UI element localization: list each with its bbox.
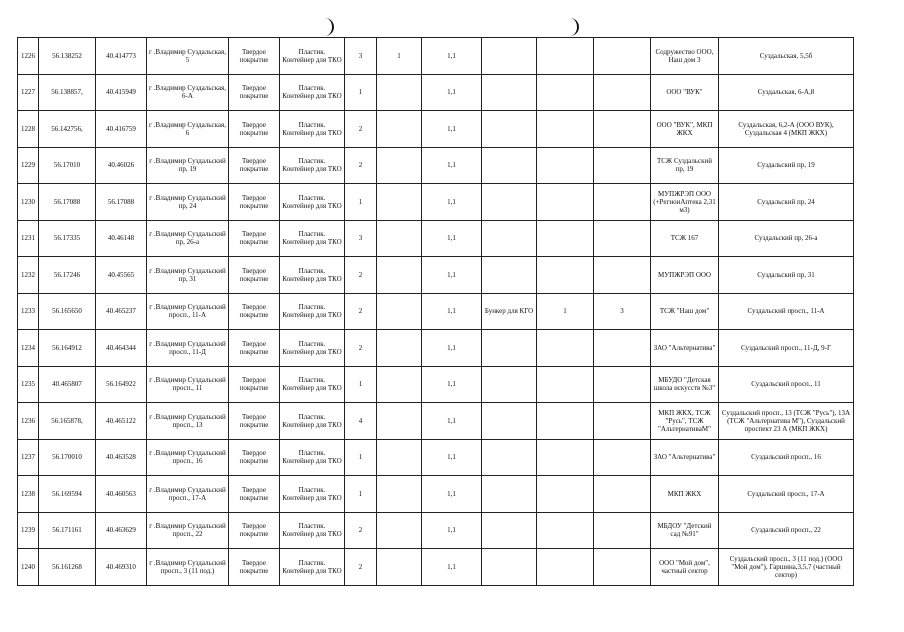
cell-waste-sources: Суздальский просп., 13 (ТСЖ "Русь"), 13А (ТСЖ "Альтернатива М"), Суздальский проспект 23 А (МКП ЖКХ) xyxy=(719,403,854,440)
cell-container-count: 3 xyxy=(345,220,377,257)
cell-latitude: 56.165878, xyxy=(39,403,96,440)
cell-longitude: 40.465122 xyxy=(96,403,147,440)
cell-container-volume: 1,1 xyxy=(422,220,482,257)
cell-extra-container-type xyxy=(482,74,537,111)
cell-extra-container-type xyxy=(482,38,537,75)
cell-container-type: Пластик. Контейнер для ТКО xyxy=(280,293,345,330)
cell-extra-container-volume xyxy=(594,330,651,367)
cell-container-volume: 1,1 xyxy=(422,439,482,476)
cell-container-type: Пластик. Контейнер для ТКО xyxy=(280,476,345,513)
table-row xyxy=(18,476,854,513)
cell-site-owner: ТСЖ 167 xyxy=(651,220,719,257)
cell-surface-type: Твердое покрытие xyxy=(229,512,280,549)
cell-row-number: 1236 xyxy=(18,403,39,440)
cell-address: г .Владимир Суздальский просп., 11 xyxy=(147,366,229,403)
cell-address: г .Владимир Суздальская, 6 xyxy=(147,111,229,148)
table-row xyxy=(18,38,854,75)
cell-latitude: 56.164912 xyxy=(39,330,96,367)
cell-extra-container-volume xyxy=(594,549,651,586)
cell-surface-type: Твердое покрытие xyxy=(229,439,280,476)
cell-longitude: 40.463629 xyxy=(96,512,147,549)
waste-sites-register-table xyxy=(17,37,854,586)
cell-extra-container-count xyxy=(537,111,594,148)
cell-extra-container-type xyxy=(482,257,537,294)
binder-hole-mark-right xyxy=(567,18,579,36)
cell-container-volume: 1,1 xyxy=(422,293,482,330)
cell-planned-count xyxy=(377,74,422,111)
cell-row-number: 1232 xyxy=(18,257,39,294)
cell-row-number: 1238 xyxy=(18,476,39,513)
cell-surface-type: Твердое покрытие xyxy=(229,293,280,330)
cell-extra-container-volume xyxy=(594,476,651,513)
cell-waste-sources: Суздальский пр, 31 xyxy=(719,257,854,294)
cell-container-type: Пластик. Контейнер для ТКО xyxy=(280,512,345,549)
cell-longitude: 40.46026 xyxy=(96,147,147,184)
cell-extra-container-count xyxy=(537,403,594,440)
cell-extra-container-volume xyxy=(594,184,651,221)
cell-planned-count xyxy=(377,293,422,330)
cell-row-number: 1229 xyxy=(18,147,39,184)
cell-container-volume: 1,1 xyxy=(422,403,482,440)
cell-latitude: 56.17088 xyxy=(39,184,96,221)
cell-extra-container-type xyxy=(482,330,537,367)
cell-extra-container-type xyxy=(482,403,537,440)
cell-container-count: 1 xyxy=(345,184,377,221)
cell-planned-count xyxy=(377,220,422,257)
cell-waste-sources: Суздальская, 6,2-А (ООО ВУК), Суздальская 4 (МКП ЖКХ) xyxy=(719,111,854,148)
cell-extra-container-volume xyxy=(594,38,651,75)
table-row xyxy=(18,293,854,330)
table-row xyxy=(18,220,854,257)
cell-row-number: 1227 xyxy=(18,74,39,111)
cell-container-count: 3 xyxy=(345,38,377,75)
cell-planned-count xyxy=(377,439,422,476)
cell-extra-container-type xyxy=(482,549,537,586)
cell-site-owner: ООО "Мой дом", частный сектор xyxy=(651,549,719,586)
cell-extra-container-volume xyxy=(594,366,651,403)
cell-surface-type: Твердое покрытие xyxy=(229,220,280,257)
cell-extra-container-count xyxy=(537,330,594,367)
cell-site-owner: МУПЖРЭП ООО (+РегионАптека 2,31 м3) xyxy=(651,184,719,221)
cell-row-number: 1240 xyxy=(18,549,39,586)
cell-row-number: 1234 xyxy=(18,330,39,367)
table-row xyxy=(18,147,854,184)
cell-container-count: 2 xyxy=(345,512,377,549)
cell-site-owner: МУПЖРЭП ООО xyxy=(651,257,719,294)
cell-container-type: Пластик. Контейнер для ТКО xyxy=(280,403,345,440)
cell-waste-sources: Суздальский просп., 22 xyxy=(719,512,854,549)
cell-longitude: 40.465237 xyxy=(96,293,147,330)
cell-extra-container-type xyxy=(482,476,537,513)
cell-planned-count xyxy=(377,476,422,513)
cell-address: г .Владимир Суздальская, 6-А xyxy=(147,74,229,111)
cell-latitude: 40.465807 xyxy=(39,366,96,403)
cell-row-number: 1226 xyxy=(18,38,39,75)
cell-row-number: 1237 xyxy=(18,439,39,476)
cell-container-type: Пластик. Контейнер для ТКО xyxy=(280,220,345,257)
cell-container-type: Пластик. Контейнер для ТКО xyxy=(280,257,345,294)
cell-latitude: 56.142756, xyxy=(39,111,96,148)
cell-container-type: Пластик. Контейнер для ТКО xyxy=(280,549,345,586)
cell-extra-container-count xyxy=(537,220,594,257)
cell-planned-count xyxy=(377,111,422,148)
cell-site-owner: МБУДО "Детская школа искусств №3" xyxy=(651,366,719,403)
cell-address: г .Владимир Суздальский пр, 19 xyxy=(147,147,229,184)
cell-latitude: 56.165650 xyxy=(39,293,96,330)
cell-site-owner: Содружество ООО, Наш дом 3 xyxy=(651,38,719,75)
cell-waste-sources: Суздальский пр, 19 xyxy=(719,147,854,184)
cell-address: г .Владимир Суздальский просп., 3 (11 под.) xyxy=(147,549,229,586)
cell-row-number: 1230 xyxy=(18,184,39,221)
table-row xyxy=(18,74,854,111)
table-row xyxy=(18,403,854,440)
cell-extra-container-volume xyxy=(594,512,651,549)
cell-container-count: 4 xyxy=(345,403,377,440)
cell-longitude: 40.416759 xyxy=(96,111,147,148)
cell-extra-container-type xyxy=(482,220,537,257)
cell-address: г .Владимир Суздальский пр, 31 xyxy=(147,257,229,294)
cell-container-volume: 1,1 xyxy=(422,366,482,403)
cell-row-number: 1235 xyxy=(18,366,39,403)
cell-extra-container-volume xyxy=(594,439,651,476)
cell-container-volume: 1,1 xyxy=(422,38,482,75)
cell-container-volume: 1,1 xyxy=(422,330,482,367)
cell-extra-container-type xyxy=(482,184,537,221)
cell-container-volume: 1,1 xyxy=(422,512,482,549)
cell-site-owner: ООО "ВУК" xyxy=(651,74,719,111)
table-row xyxy=(18,257,854,294)
cell-address: г .Владимир Суздальский просп., 11-А xyxy=(147,293,229,330)
cell-container-volume: 1,1 xyxy=(422,74,482,111)
table-row xyxy=(18,549,854,586)
cell-waste-sources: Суздальский пр, 26-а xyxy=(719,220,854,257)
cell-surface-type: Твердое покрытие xyxy=(229,366,280,403)
table-row xyxy=(18,439,854,476)
cell-extra-container-volume xyxy=(594,403,651,440)
cell-surface-type: Твердое покрытие xyxy=(229,147,280,184)
cell-latitude: 56.171161 xyxy=(39,512,96,549)
cell-planned-count xyxy=(377,184,422,221)
binder-hole-mark-left xyxy=(322,18,334,36)
cell-extra-container-count: 1 xyxy=(537,293,594,330)
cell-extra-container-type xyxy=(482,439,537,476)
table-row xyxy=(18,366,854,403)
cell-extra-container-volume xyxy=(594,257,651,294)
cell-container-count: 1 xyxy=(345,366,377,403)
cell-latitude: 56.17246 xyxy=(39,257,96,294)
cell-planned-count xyxy=(377,366,422,403)
cell-address: г .Владимир Суздальский пр, 24 xyxy=(147,184,229,221)
cell-longitude: 40.469310 xyxy=(96,549,147,586)
cell-row-number: 1228 xyxy=(18,111,39,148)
cell-address: г .Владимир Суздальский пр, 26-а xyxy=(147,220,229,257)
table-row xyxy=(18,184,854,221)
cell-container-type: Пластик. Контейнер для ТКО xyxy=(280,366,345,403)
table-row xyxy=(18,111,854,148)
cell-extra-container-type xyxy=(482,366,537,403)
cell-address: г .Владимир Суздальский просп., 17-А xyxy=(147,476,229,513)
cell-extra-container-count xyxy=(537,257,594,294)
cell-address: г .Владимир Суздальский просп., 22 xyxy=(147,512,229,549)
cell-extra-container-volume xyxy=(594,220,651,257)
cell-container-type: Пластик. Контейнер для ТКО xyxy=(280,111,345,148)
cell-latitude: 56.17335 xyxy=(39,220,96,257)
cell-address: г .Владимир Суздальский просп., 11-Д xyxy=(147,330,229,367)
cell-container-count: 2 xyxy=(345,293,377,330)
cell-longitude: 40.415949 xyxy=(96,74,147,111)
cell-container-count: 2 xyxy=(345,257,377,294)
cell-latitude: 56.170010 xyxy=(39,439,96,476)
cell-container-count: 2 xyxy=(345,330,377,367)
cell-longitude: 40.460563 xyxy=(96,476,147,513)
cell-extra-container-count xyxy=(537,38,594,75)
cell-surface-type: Твердое покрытие xyxy=(229,257,280,294)
cell-extra-container-volume xyxy=(594,74,651,111)
register-rows xyxy=(18,38,854,586)
cell-site-owner: МБДОУ "Детский сад №91" xyxy=(651,512,719,549)
cell-extra-container-count xyxy=(537,184,594,221)
cell-extra-container-count xyxy=(537,147,594,184)
cell-waste-sources: Суздальский просп., 16 xyxy=(719,439,854,476)
cell-latitude: 56.138252 xyxy=(39,38,96,75)
cell-container-count: 2 xyxy=(345,147,377,184)
cell-container-volume: 1,1 xyxy=(422,476,482,513)
cell-site-owner: МКП ЖКХ, ТСЖ "Русь", ТСЖ "АльтернативаМ" xyxy=(651,403,719,440)
cell-latitude: 56.169594 xyxy=(39,476,96,513)
cell-extra-container-volume: 3 xyxy=(594,293,651,330)
cell-extra-container-count xyxy=(537,74,594,111)
cell-extra-container-count xyxy=(537,366,594,403)
cell-site-owner: МКП ЖКХ xyxy=(651,476,719,513)
cell-longitude: 56.164922 xyxy=(96,366,147,403)
cell-longitude: 56.17088 xyxy=(96,184,147,221)
cell-waste-sources: Суздальский просп., 11-А xyxy=(719,293,854,330)
cell-waste-sources: Суздальский просп., 11-Д, 9-Г xyxy=(719,330,854,367)
cell-container-type: Пластик. Контейнер для ТКО xyxy=(280,184,345,221)
cell-longitude: 40.463528 xyxy=(96,439,147,476)
cell-extra-container-volume xyxy=(594,111,651,148)
cell-longitude: 40.414773 xyxy=(96,38,147,75)
cell-container-type: Пластик. Контейнер для ТКО xyxy=(280,147,345,184)
cell-surface-type: Твердое покрытие xyxy=(229,549,280,586)
cell-planned-count xyxy=(377,403,422,440)
cell-container-count: 1 xyxy=(345,74,377,111)
cell-container-count: 1 xyxy=(345,476,377,513)
cell-extra-container-count xyxy=(537,439,594,476)
cell-waste-sources: Суздальский просп., 11 xyxy=(719,366,854,403)
cell-waste-sources: Суздальский пр, 24 xyxy=(719,184,854,221)
cell-surface-type: Твердое покрытие xyxy=(229,38,280,75)
cell-address: г .Владимир Суздальский просп., 16 xyxy=(147,439,229,476)
cell-extra-container-count xyxy=(537,512,594,549)
cell-longitude: 40.46148 xyxy=(96,220,147,257)
table-row xyxy=(18,330,854,367)
cell-waste-sources: Суздальская, 5,5б xyxy=(719,38,854,75)
cell-extra-container-type xyxy=(482,147,537,184)
cell-extra-container-count xyxy=(537,549,594,586)
cell-container-volume: 1,1 xyxy=(422,147,482,184)
cell-latitude: 56.138857, xyxy=(39,74,96,111)
cell-container-count: 2 xyxy=(345,111,377,148)
cell-row-number: 1231 xyxy=(18,220,39,257)
cell-container-volume: 1,1 xyxy=(422,257,482,294)
cell-container-volume: 1,1 xyxy=(422,111,482,148)
cell-container-type: Пластик. Контейнер для ТКО xyxy=(280,330,345,367)
cell-planned-count xyxy=(377,512,422,549)
cell-waste-sources: Суздальский просп., 17-А xyxy=(719,476,854,513)
cell-extra-container-type xyxy=(482,111,537,148)
cell-surface-type: Твердое покрытие xyxy=(229,184,280,221)
cell-planned-count xyxy=(377,257,422,294)
cell-site-owner: ЗАО "Альтернатива" xyxy=(651,439,719,476)
cell-container-type: Пластик. Контейнер для ТКО xyxy=(280,74,345,111)
cell-planned-count xyxy=(377,549,422,586)
cell-address: г .Владимир Суздальская, 5 xyxy=(147,38,229,75)
cell-waste-sources: Суздальская, 6-А,8 xyxy=(719,74,854,111)
cell-address: г .Владимир Суздальский просп., 13 xyxy=(147,403,229,440)
cell-site-owner: ТСЖ "Наш дом" xyxy=(651,293,719,330)
cell-surface-type: Твердое покрытие xyxy=(229,476,280,513)
cell-surface-type: Твердое покрытие xyxy=(229,111,280,148)
cell-site-owner: ООО "ВУК", МКП ЖКХ xyxy=(651,111,719,148)
cell-container-type: Пластик. Контейнер для ТКО xyxy=(280,439,345,476)
cell-surface-type: Твердое покрытие xyxy=(229,330,280,367)
cell-container-type: Пластик. Контейнер для ТКО xyxy=(280,38,345,75)
cell-waste-sources: Суздальский просп., 3 (11 под.) (ООО "Мой дом"), Гаршина,3,5,7 (частный сектор) xyxy=(719,549,854,586)
cell-container-count: 2 xyxy=(345,549,377,586)
cell-extra-container-volume xyxy=(594,147,651,184)
cell-container-volume: 1,1 xyxy=(422,184,482,221)
cell-extra-container-type xyxy=(482,512,537,549)
cell-container-count: 1 xyxy=(345,439,377,476)
cell-longitude: 40.45565 xyxy=(96,257,147,294)
cell-surface-type: Твердое покрытие xyxy=(229,403,280,440)
cell-row-number: 1239 xyxy=(18,512,39,549)
cell-extra-container-type: Бункер для КГО xyxy=(482,293,537,330)
cell-row-number: 1233 xyxy=(18,293,39,330)
cell-planned-count xyxy=(377,330,422,367)
cell-longitude: 40.464344 xyxy=(96,330,147,367)
cell-extra-container-count xyxy=(537,476,594,513)
cell-planned-count: 1 xyxy=(377,38,422,75)
cell-latitude: 56.17010 xyxy=(39,147,96,184)
table-row xyxy=(18,512,854,549)
cell-site-owner: ЗАО "Альтернатива" xyxy=(651,330,719,367)
cell-latitude: 56.161268 xyxy=(39,549,96,586)
cell-site-owner: ТСЖ Суздальский пр, 19 xyxy=(651,147,719,184)
cell-container-volume: 1,1 xyxy=(422,549,482,586)
cell-surface-type: Твердое покрытие xyxy=(229,74,280,111)
cell-planned-count xyxy=(377,147,422,184)
